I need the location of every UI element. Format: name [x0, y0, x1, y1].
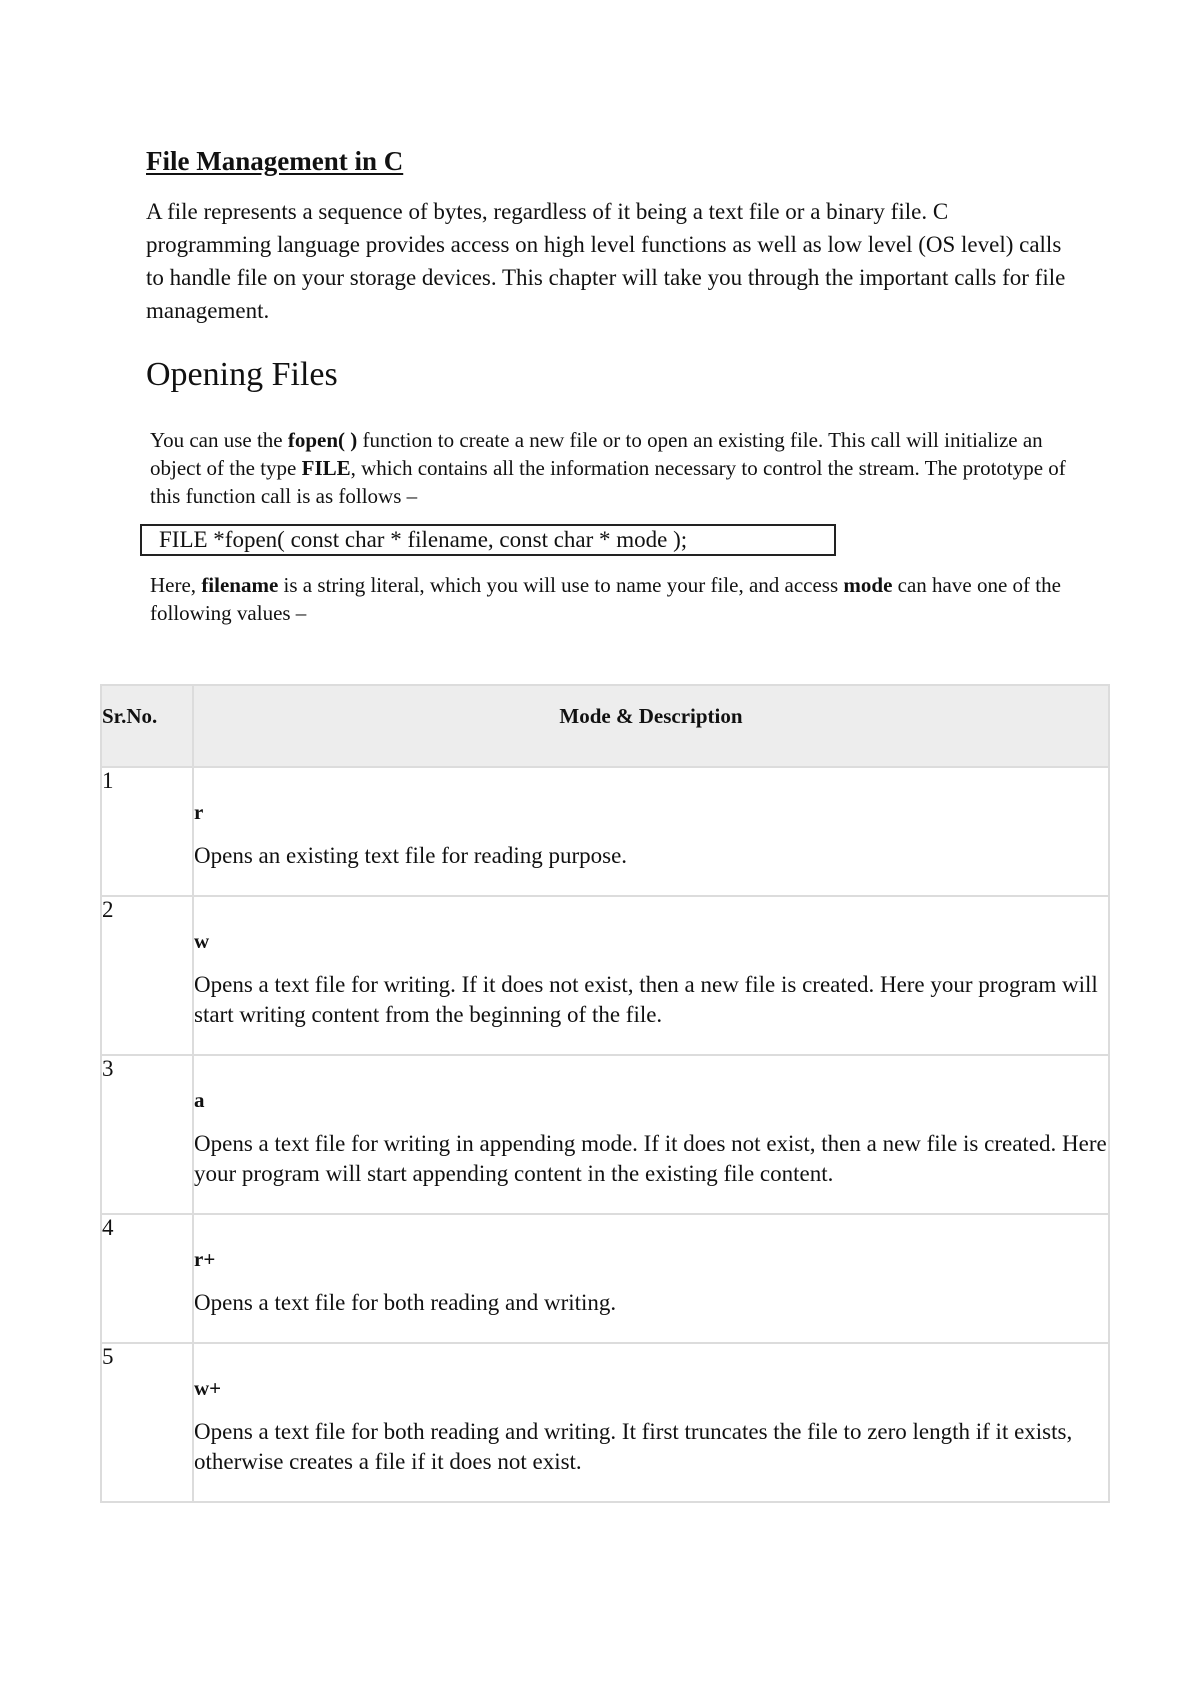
table-row	[101, 1343, 1109, 1502]
mode-cell	[193, 767, 1109, 896]
mode-keyword: mode	[843, 573, 893, 597]
table-row	[101, 1214, 1109, 1343]
row-number: 4	[101, 1214, 193, 1343]
mode-cell	[193, 896, 1109, 1055]
header-sr-no: Sr.No.	[101, 685, 193, 767]
mode-code: r+	[194, 1247, 216, 1271]
table-row	[101, 767, 1109, 896]
file-keyword: FILE	[301, 456, 351, 480]
text-run: function to create a new file or to open an existing file. This call will initialize an object of the type	[150, 428, 1043, 480]
parameters-paragraph	[150, 571, 1080, 627]
page-heading: File Management in C	[146, 146, 404, 176]
mode-code: a	[194, 1088, 205, 1112]
text-run: You can use the	[150, 428, 288, 452]
mode-description: Opens a text file for both reading and writing.	[194, 1290, 617, 1315]
section-title: Opening Files	[146, 356, 338, 393]
mode-code: w	[194, 929, 210, 953]
row-number: 3	[101, 1055, 193, 1214]
mode-code: r	[194, 800, 204, 824]
fopen-description-paragraph	[150, 426, 1080, 510]
mode-description: Opens a text file for writing. If it does not exist, then a new file is created. Here your program will start writing content from the beginning of the file.	[194, 972, 1098, 1027]
mode-cell	[193, 1055, 1109, 1214]
filename-keyword: filename	[201, 573, 279, 597]
text-run: can have one of the following values –	[150, 573, 1061, 625]
row-number: 2	[101, 896, 193, 1055]
table-row	[101, 896, 1109, 1055]
intro-paragraph: A file represents a sequence of bytes, regardless of it being a text file or a binary file. C programming language provides access on high level functions as well as low level (OS level) calls to handle file on your storage devices. This chapter will take you through the important calls for file management.	[146, 199, 1066, 323]
mode-description: Opens a text file for writing in appending mode. If it does not exist, then a new file is created. Here your program will start appending content in the existing file content.	[194, 1131, 1107, 1186]
row-number: 5	[101, 1343, 193, 1502]
prototype-code-box: FILE *fopen( const char * filename, const char * mode );	[140, 524, 836, 556]
row-number: 1	[101, 767, 193, 896]
text-run: , which contains all the information necessary to control the stream. The prototype of this function call is as follows –	[150, 456, 1066, 508]
text-run: is a string literal, which you will use to name your file, and access	[278, 573, 844, 597]
mode-description: Opens a text file for both reading and writing. It first truncates the file to zero length if it exists, otherwise creates a file if it does not exist.	[194, 1419, 1073, 1474]
mode-description: Opens an existing text file for reading purpose.	[194, 843, 628, 868]
mode-cell	[193, 1214, 1109, 1343]
header-mode-description: Mode & Description	[193, 685, 1109, 767]
mode-cell	[193, 1343, 1109, 1502]
text-run: Here,	[150, 573, 202, 597]
table-header-row	[101, 685, 1109, 767]
fopen-keyword: fopen( )	[287, 428, 358, 452]
table-row	[101, 1055, 1109, 1214]
mode-code: w+	[194, 1376, 222, 1400]
file-modes-table	[100, 684, 1110, 1503]
